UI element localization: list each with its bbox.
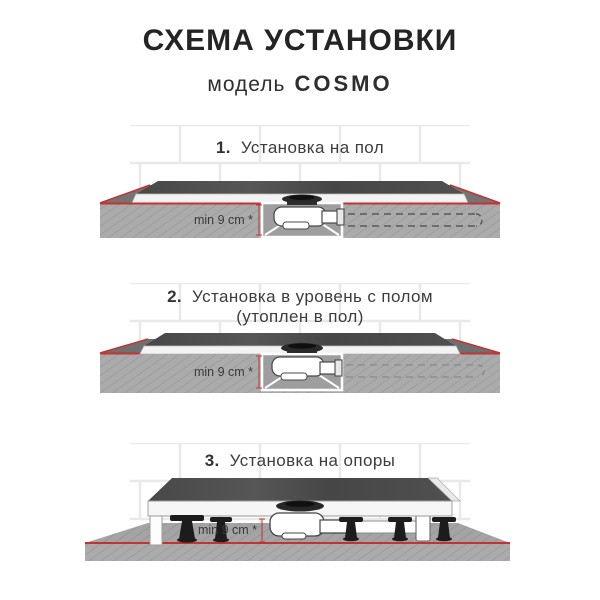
section-3-heading	[0, 451, 600, 471]
model-label: модель	[207, 73, 286, 96]
model-line	[0, 71, 600, 97]
section-1-number: 1.	[215, 138, 231, 157]
dimension-label: min 9 cm *	[197, 523, 257, 537]
section-1-heading	[0, 138, 600, 158]
section-2-heading	[0, 287, 600, 307]
section-3-number: 3.	[204, 451, 220, 470]
dimension-label: min 9 cm *	[193, 213, 253, 227]
page-title: СХЕМА УСТАНОВКИ	[142, 24, 458, 57]
section-install-on-floor	[0, 125, 600, 247]
section-3-title: Установка на опоры	[229, 451, 396, 470]
section-2-number: 2.	[167, 287, 183, 306]
section-1-title: Установка на пол	[240, 138, 385, 157]
section-install-flush	[0, 283, 600, 405]
model-name: COSMO	[294, 71, 393, 96]
section-2-subtitle: (утоплен в пол)	[236, 307, 364, 326]
section-2-title: Установка в уровень с полом	[192, 287, 433, 306]
section-install-on-supports	[0, 443, 600, 573]
dimension-label: min 9 cm *	[193, 365, 253, 379]
